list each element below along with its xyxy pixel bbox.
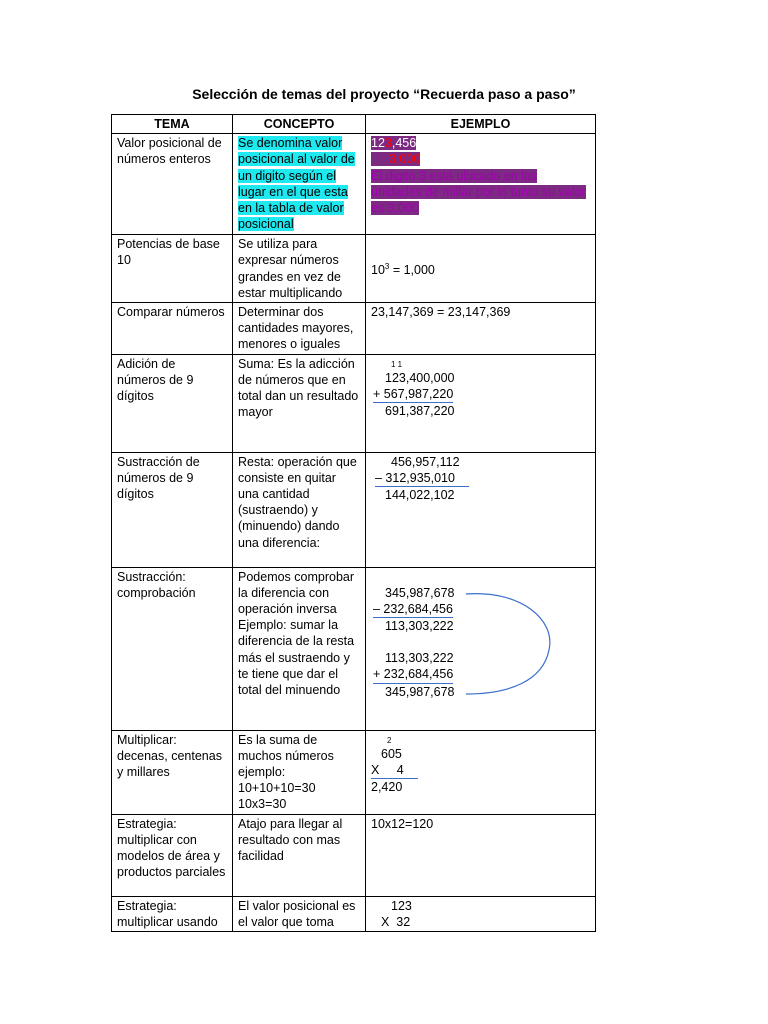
header-ejemplo: EJEMPLO bbox=[366, 115, 596, 134]
concepto-cell: Podemos comprobar la diferencia con operación inversa Ejemplo: sumar la diferencia de la resta más el sustraendo y te tiene que dar el total del minuendo bbox=[233, 567, 366, 730]
table-row bbox=[112, 235, 596, 303]
concepto-line: 10+10+10=30 bbox=[238, 781, 316, 796]
ejemplo-cell bbox=[366, 730, 596, 814]
ejemplo-cell: 10x12=120 bbox=[366, 814, 596, 896]
tema-cell: Multiplicar: decenas, centenas y millares bbox=[112, 730, 233, 814]
ejemplo-cell bbox=[366, 452, 596, 567]
concepto-cell: Se utiliza para expresar números grandes en vez de estar multiplicando bbox=[233, 235, 366, 303]
tema-cell: Sustracción de números de 9 dígitos bbox=[112, 452, 233, 567]
subtrahend: – 312,935,010 bbox=[375, 470, 469, 487]
concepto-line: Es la suma de muchos números bbox=[238, 732, 334, 763]
ejemplo-number bbox=[371, 135, 590, 151]
multiplicand: 605 bbox=[381, 746, 402, 761]
product: 2,420 bbox=[371, 780, 403, 795]
sum-result: 691,387,220 bbox=[385, 404, 455, 419]
concepto-cell: Determinar dos cantidades mayores, menores o iguales bbox=[233, 303, 366, 355]
table-row bbox=[112, 303, 596, 355]
ejemplo-explanation: El digito 3 está ubicado en las unidades de millar por lo tanto su valor es 3,000 bbox=[371, 168, 586, 216]
power-base: 10 bbox=[371, 263, 385, 278]
tema-cell: Estrategia: multiplicar con modelos de área y productos parciales bbox=[112, 814, 233, 896]
table-header-row bbox=[112, 115, 596, 134]
table-row bbox=[112, 896, 596, 931]
digits-prefix: 12 bbox=[371, 136, 385, 151]
digit-value: 3,000 bbox=[389, 152, 421, 167]
multiplier: X 4 bbox=[371, 762, 418, 779]
multiplicand: 123 bbox=[391, 898, 412, 913]
power-expression bbox=[371, 263, 435, 277]
header-tema: TEMA bbox=[112, 115, 233, 134]
ejemplo-cell bbox=[366, 354, 596, 452]
table-row bbox=[112, 452, 596, 567]
carry-digits: 1 1 bbox=[391, 359, 403, 369]
bracket-arc-icon bbox=[461, 590, 561, 700]
concepto-highlight: Se denomina valor posicional al valor de un digito según el lugar en el que esta en la tabla de valor posicional bbox=[238, 136, 355, 232]
table-row bbox=[112, 567, 596, 730]
check-addend-a: 113,303,222 bbox=[385, 651, 454, 666]
ejemplo-cell bbox=[366, 235, 596, 303]
highlighted-digit: 3 bbox=[384, 136, 392, 151]
multiplier: X 32 bbox=[381, 914, 411, 929]
concepto-line: 10x3=30 bbox=[238, 797, 287, 812]
tema-cell: Comparar números bbox=[112, 303, 233, 355]
tema-cell: Sustracción: comprobación bbox=[112, 567, 233, 730]
power-exponent: 3 bbox=[384, 261, 390, 271]
ejemplo-value-line bbox=[371, 151, 590, 167]
concepto-line: ejemplo: bbox=[238, 765, 286, 780]
tema-cell: Potencias de base 10 bbox=[112, 235, 233, 303]
power-result: = 1,000 bbox=[389, 263, 435, 278]
concepto-cell bbox=[233, 730, 366, 814]
table-row bbox=[112, 730, 596, 814]
page-title: Selección de temas del proyecto “Recuerda paso a paso” bbox=[192, 86, 576, 102]
check-difference: 113,303,222 bbox=[385, 619, 454, 634]
addend-a: 123,400,000 bbox=[385, 370, 455, 385]
check-result: 345,987,678 bbox=[385, 684, 455, 699]
check-addend-b: + 232,684,456 bbox=[373, 666, 453, 683]
ejemplo-cell bbox=[366, 567, 596, 730]
table-row bbox=[112, 354, 596, 452]
table-row bbox=[112, 814, 596, 896]
ejemplo-cell bbox=[366, 896, 596, 931]
difference: 144,022,102 bbox=[385, 488, 455, 503]
minuend: 456,957,112 bbox=[391, 454, 460, 469]
tema-cell: Estrategia: multiplicar usando bbox=[112, 896, 233, 931]
concepto-cell: El valor posicional es el valor que toma bbox=[233, 896, 366, 931]
concepto-cell: Suma: Es la adicción de números que en total dan un resultado mayor bbox=[233, 354, 366, 452]
concepto-cell: Atajo para llegar al resultado con mas facilidad bbox=[233, 814, 366, 896]
addend-b: + 567,987,220 bbox=[373, 386, 453, 403]
topics-table bbox=[111, 114, 596, 932]
concepto-cell: Resta: operación que consiste en quitar una cantidad (sustraendo) y (minuendo) dando una diferencia: bbox=[233, 452, 366, 567]
table-row bbox=[112, 134, 596, 235]
tema-cell: Adición de números de 9 dígitos bbox=[112, 354, 233, 452]
check-subtrahend: – 232,684,456 bbox=[373, 601, 453, 618]
ejemplo-cell: 23,147,369 = 23,147,369 bbox=[366, 303, 596, 355]
header-concepto: CONCEPTO bbox=[233, 115, 366, 134]
ejemplo-cell bbox=[366, 134, 596, 235]
carry-digit: 2 bbox=[387, 735, 392, 745]
check-minuend: 345,987,678 bbox=[385, 585, 455, 600]
concepto-cell bbox=[233, 134, 366, 235]
tema-cell: Valor posicional de números enteros bbox=[112, 134, 233, 235]
digits-suffix: ,456 bbox=[391, 136, 417, 151]
